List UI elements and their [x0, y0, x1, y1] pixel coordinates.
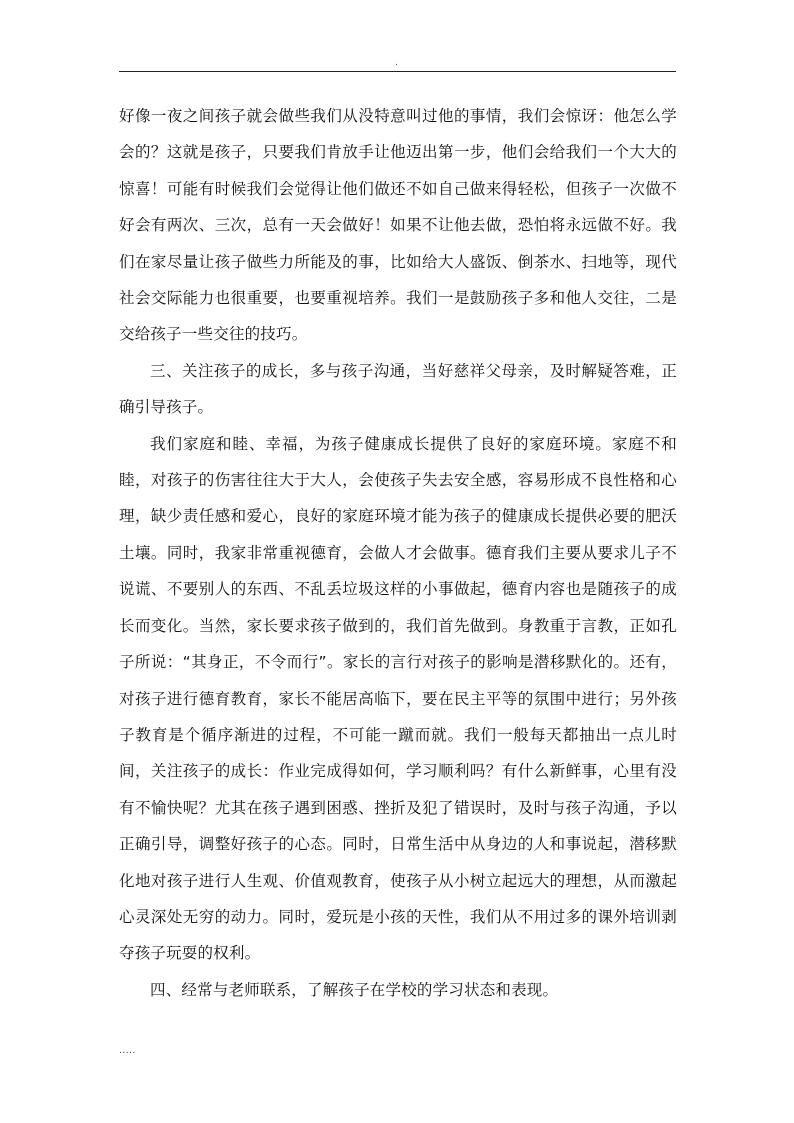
section-heading-4: 四、经常与老师联系，了解孩子在学校的学习状态和表现。: [150, 980, 559, 999]
header-rule: [119, 71, 676, 72]
footer-mark: .....: [119, 1046, 136, 1056]
document-body: [119, 98, 677, 1008]
section-heading-3: 三、关注孩子的成长，多与孩子沟通，当好慈祥父母亲，及时解疑答难，正确引导孩子。: [119, 361, 677, 417]
paragraph-continuation: 好像一夜之间孩子就会做些我们从没特意叫过他的事情，我们会惊讶：他怎么学会的？这就是孩子，只要我们肯放手让他迈出第一步，他们会给我们一个大大的惊喜！可能有时候我们会觉得让他们做还不如自己做来得轻松，但孩子一次做不好会有两次、三次，总有一天会做好！如果不让他去做，恐怕将永远做不好。我们在家尽量让孩子做些力所能及的事，比如给大人盛饭、倒茶水、扫地等，现代社会交际能力也很重要，也要重视培养。我们一是鼓励孩子多和他人交往，二是交给孩子一些交往的技巧。: [119, 107, 677, 344]
header-mark: .: [395, 58, 398, 68]
paragraph-family-environment: 我们家庭和睦、幸福，为孩子健康成长提供了良好的家庭环境。家庭不和睦，对孩子的伤害往往大于大人，会使孩子失去安全感，容易形成不良性格和心理，缺少责任感和爱心，良好的家庭环境才能为孩子的健康成长提供必要的肥沃土壤。同时，我家非常重视德育，会做人才会做事。德育我们主要从要求儿子不说谎、不要别人的东西、不乱丢垃圾这样的小事做起，德育内容也是随孩子的成长而变化。当然，家长要求孩子做到的，我们首先做到。身教重于言教，正如孔子所说：“其身正，不令而行”。家长的言行对孩子的影响是潜移默化的。还有，对孩子进行德育教育，家长不能居高临下，要在民主平等的氛围中进行；另外孩子教育是个循序渐进的过程，不可能一蹴而就。我们一般每天都抽出一点儿时间，关注孩子的成长：作业完成得如何，学习顺利吗？有什么新鲜事，心里有没有不愉快呢？尤其在孩子遇到困惑、挫折及犯了错误时，及时与孩子沟通，予以正确引导，调整好孩子的心态。同时，日常生活中从身边的人和事说起，潜移默化地对孩子进行人生观、价值观教育，使孩子从小树立起远大的理想，从而激起心灵深处无穷的动力。同时，爱玩是小孩的天性，我们从不用过多的课外培训剥夺孩子玩耍的权利。: [119, 434, 677, 963]
